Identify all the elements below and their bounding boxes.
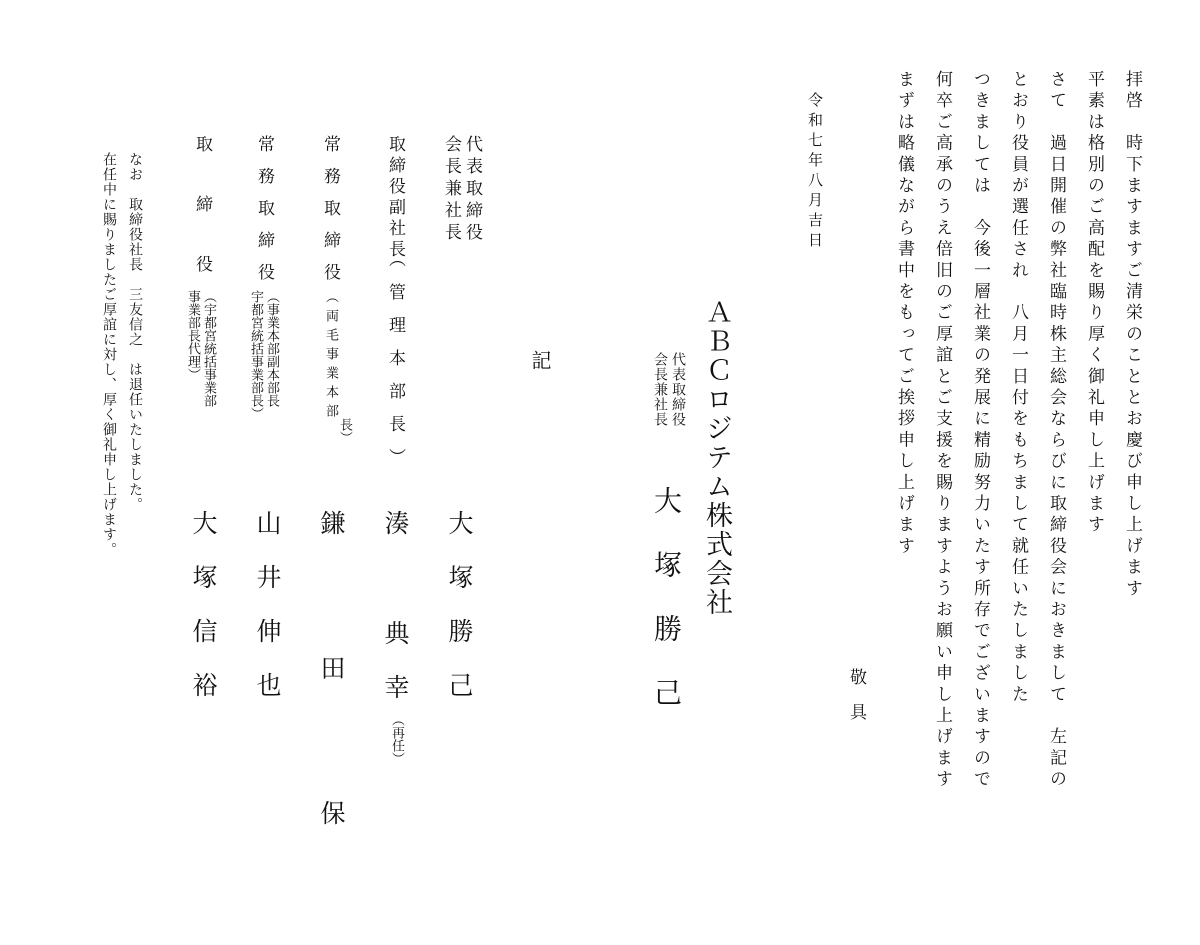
officer-5-note-line2: 事業部長代理）: [185, 290, 200, 381]
officer-4-note-line1: （事業本部副本部長: [264, 290, 279, 407]
letter-line-1: 拝啓 時下ますますご清栄のこととお慶び申し上げます: [1122, 70, 1142, 600]
officer-2-role: 取締役副社長: [385, 135, 405, 261]
officer-5-role: 取締役: [192, 135, 212, 315]
officer-2-name-family: 湊: [381, 510, 410, 564]
postscript-line-1: なお 取締役社長 三友信之 は退任いたしました。: [127, 152, 143, 512]
officer-3-note-line2: 長）: [337, 418, 352, 444]
letter-line-7: まずは略儀ながら書中をもってご挨拶申し上げます: [894, 70, 914, 558]
officer-1-name: 大塚勝己: [445, 510, 474, 726]
letter-line-6: 何卒ご高承のうえ倍旧のご厚誼とご支援を賜りますようお願い申し上げます: [932, 70, 952, 791]
letter-line-2: 平素は格別のご高配を賜り厚く御礼申し上げます: [1084, 70, 1104, 537]
closing-keigu: 敬具: [846, 668, 866, 738]
officer-3-role: 常務取締役: [320, 135, 340, 295]
officer-4-name: 山井伸也: [253, 510, 282, 726]
officer-1-role-line2: 会長兼社長: [441, 135, 461, 245]
officer-5-note-line1: （宇都宮統括事業部: [201, 290, 216, 407]
officer-2-note: （管理本部長）: [385, 250, 405, 481]
company-name: ＡＢＣロジテム株式会社: [701, 298, 732, 617]
letter-line-4: とおり役員が選任され 八月一日付をもちまして就任いたしました: [1008, 70, 1028, 706]
ki-label: 記: [528, 350, 552, 370]
officer-3-name: 鎌田保: [317, 510, 346, 945]
officer-4-note-line2: 宇都宮統括事業部長）: [248, 290, 263, 420]
officer-1-role-line1: 代表取締役: [462, 135, 482, 245]
sender-title-line1: 代表取締役: [670, 352, 686, 427]
letter-line-3: さて 過日開催の弊社臨時株主総会ならびに取締役会におきまして 左記の: [1046, 70, 1066, 791]
officer-2-reappointed-label: （再任）: [389, 713, 404, 765]
letter-line-5: つきましては 今後一層社業の発展に精励努力いたす所存でございますので: [970, 70, 990, 791]
officer-5-name: 大塚信裕: [189, 510, 218, 726]
officer-4-role: 常務取締役: [254, 135, 274, 295]
sender-name: 大塚勝己: [650, 486, 683, 742]
postscript-line-2: 在任中に賜りましたご厚誼に対し、厚く御礼申し上げます。: [101, 152, 117, 557]
officer-3-note-line1: （両毛事業本部: [323, 290, 338, 423]
sender-title-line2: 会長兼社長: [652, 352, 668, 427]
letter-date: 令和七年八月吉日: [806, 92, 824, 252]
officer-2-name-given: 典幸: [381, 620, 410, 728]
